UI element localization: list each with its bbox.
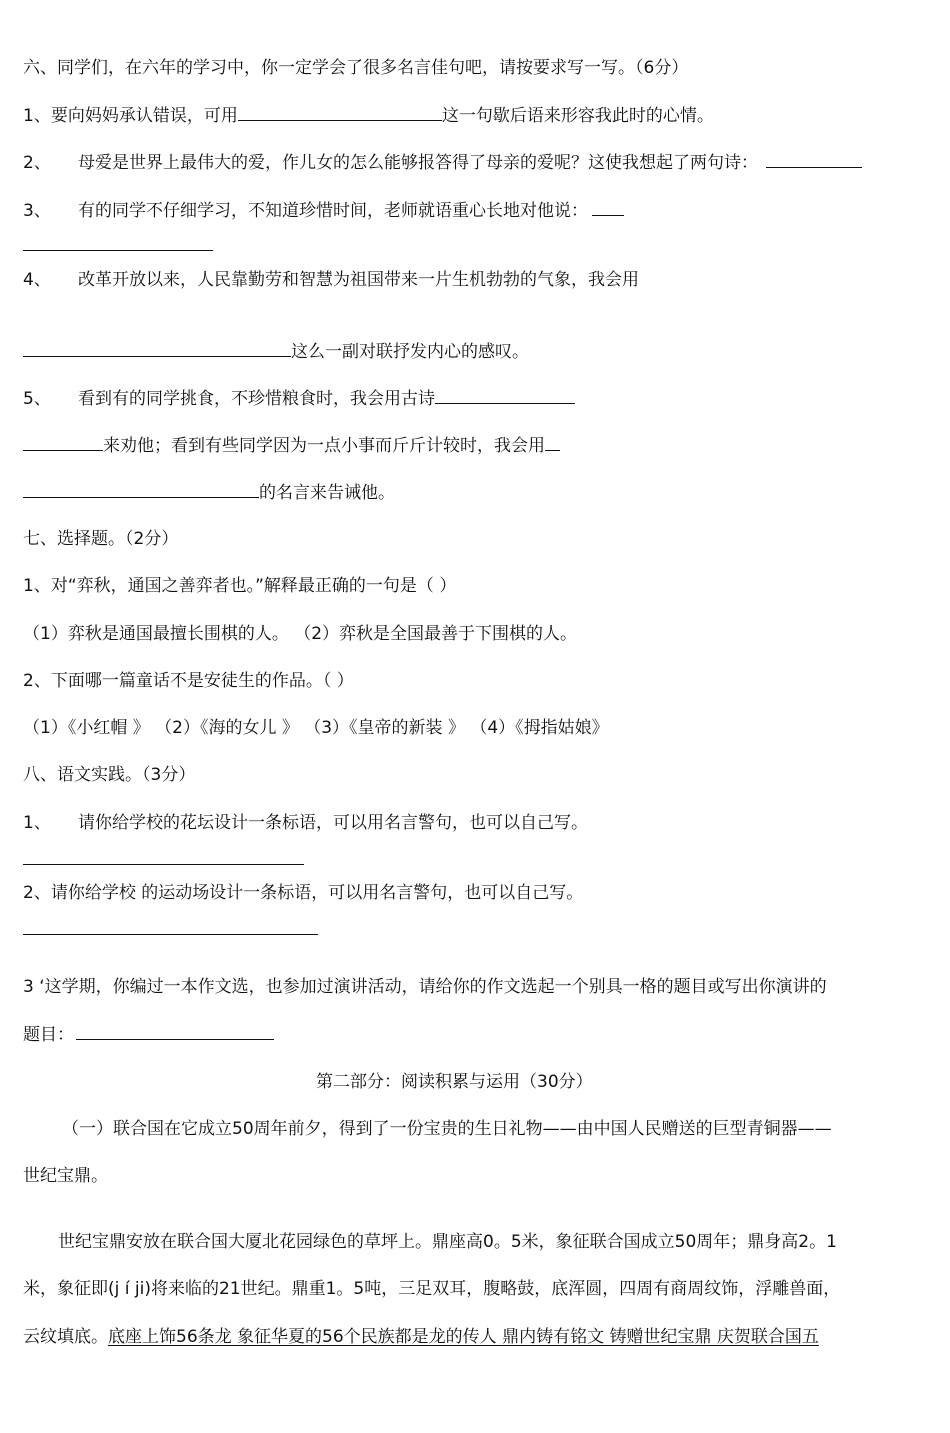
question-text: 题目： [23,1025,74,1045]
question-6-4 [23,269,639,291]
answer-blank[interactable] [76,1023,274,1040]
question-8-3-continued [23,1023,274,1046]
question-8-3: 3 ‘这学期，你编过一本作文选，也参加过演讲活动，请给你的作文选起一个别具一格的题目或写出你演讲的 [23,977,827,997]
question-6-5-end [23,481,395,504]
question-6-5 [23,387,575,410]
question-text: 请你给学校的花坛设计一条标语，可以用名言警句，也可以自己写。 [78,813,588,833]
question-text: 母爱是世界上最伟大的爱，作儿女的怎么能够报答得了母亲的爱呢？这使我想起了两句诗： [78,153,758,173]
question-8-1 [23,812,588,834]
question-text: 改革开放以来，人民靠勤劳和智慧为祖国带来一片生机勃勃的气象，我会用 [78,270,639,290]
question-text: 看到有的同学挑食，不珍惜粮食时，我会用古诗 [78,389,435,409]
answer-blank[interactable] [238,104,442,121]
answer-blank[interactable] [23,340,291,357]
question-6-2 [23,151,862,174]
passage-intro-continued: 世纪宝鼎。 [23,1166,108,1186]
underlined-sentence: 底座上饰56条龙 象征华夏的56个民族都是龙的传人 鼎内铸有铭文 铸赠世纪宝鼎 庆贺联合国五 [108,1327,819,1347]
passage-paragraph-line: 世纪宝鼎安放在联合国大厦北花园绿色的草坪上。鼎座高0。5米，象征联合国成立50周年；鼎身高2。1 [58,1232,837,1252]
passage-intro: （一）联合国在它成立50周年前夕，得到了一份宝贵的生日礼物——由中国人民赠送的巨型青铜器—— [62,1119,832,1139]
question-text: 这么一副对联抒发内心的感叹。 [291,342,529,362]
section-6-title: 六、同学们，在六年的学习中，你一定学会了很多名言佳句吧，请按要求写一写。（6分） [23,58,689,78]
answer-blank[interactable] [23,250,213,251]
passage-paragraph-line: 米，象征即(j í ji)将来临的21世纪。鼎重1。5吨，三足双耳，腹略鼓，底浑圆，四周有商周纹饰，浮雕兽面， [23,1279,841,1299]
answer-blank[interactable] [23,481,259,498]
question-6-1 [23,104,714,127]
question-number: 2、 [23,153,51,173]
question-7-2-options: （1）《小红帽 》 （2）《海的女儿 》 （3）《皇帝的新装 》 （4）《拇指姑娘》 [23,718,609,738]
question-text: 来劝他；看到有些同学因为一点小事而斤斤计较时，我会用 [103,436,545,456]
passage-paragraph-line [23,1326,819,1348]
question-text: 1、要向妈妈承认错误，可用 [23,106,238,126]
question-6-5-continued [23,434,560,457]
question-number: 3、 [23,201,51,221]
question-text: 这一句歇后语来形容我此时的心情。 [441,106,714,126]
question-number: 5、 [23,389,51,409]
answer-blank[interactable] [545,434,560,451]
question-7-2: 2、下面哪一篇童话不是安徒生的作品。（ ） [23,671,354,691]
section-7-title: 七、选择题。（2分） [23,529,179,549]
part-2-title: 第二部分：阅读积累与运用（30分） [316,1072,593,1092]
answer-blank[interactable] [766,151,862,168]
question-7-1: 1、对“弈秋，通国之善弈者也。”解释最正确的一句是（ ） [23,576,457,596]
passage-text: 云纹填底。 [23,1327,108,1347]
question-6-3 [23,199,624,222]
answer-blank[interactable] [23,864,304,865]
answer-blank[interactable] [435,387,575,404]
question-number: 4、 [23,270,51,290]
question-6-4-continued [23,340,529,363]
answer-blank[interactable] [592,199,624,216]
question-8-2: 2、请你给学校 的运动场设计一条标语，可以用名言警句，也可以自己写。 [23,883,584,903]
question-text: 有的同学不仔细学习，不知道珍惜时间，老师就语重心长地对他说： [78,201,588,221]
answer-blank[interactable] [23,434,103,451]
question-number: 1、 [23,813,51,833]
answer-blank[interactable] [23,934,318,935]
question-text: 的名言来告诫他。 [259,483,395,503]
question-7-1-options: （1）弈秋是通国最擅长围棋的人。 （2）弈秋是全国最善于下围棋的人。 [23,624,578,644]
section-8-title: 八、语文实践。（3分） [23,765,196,785]
